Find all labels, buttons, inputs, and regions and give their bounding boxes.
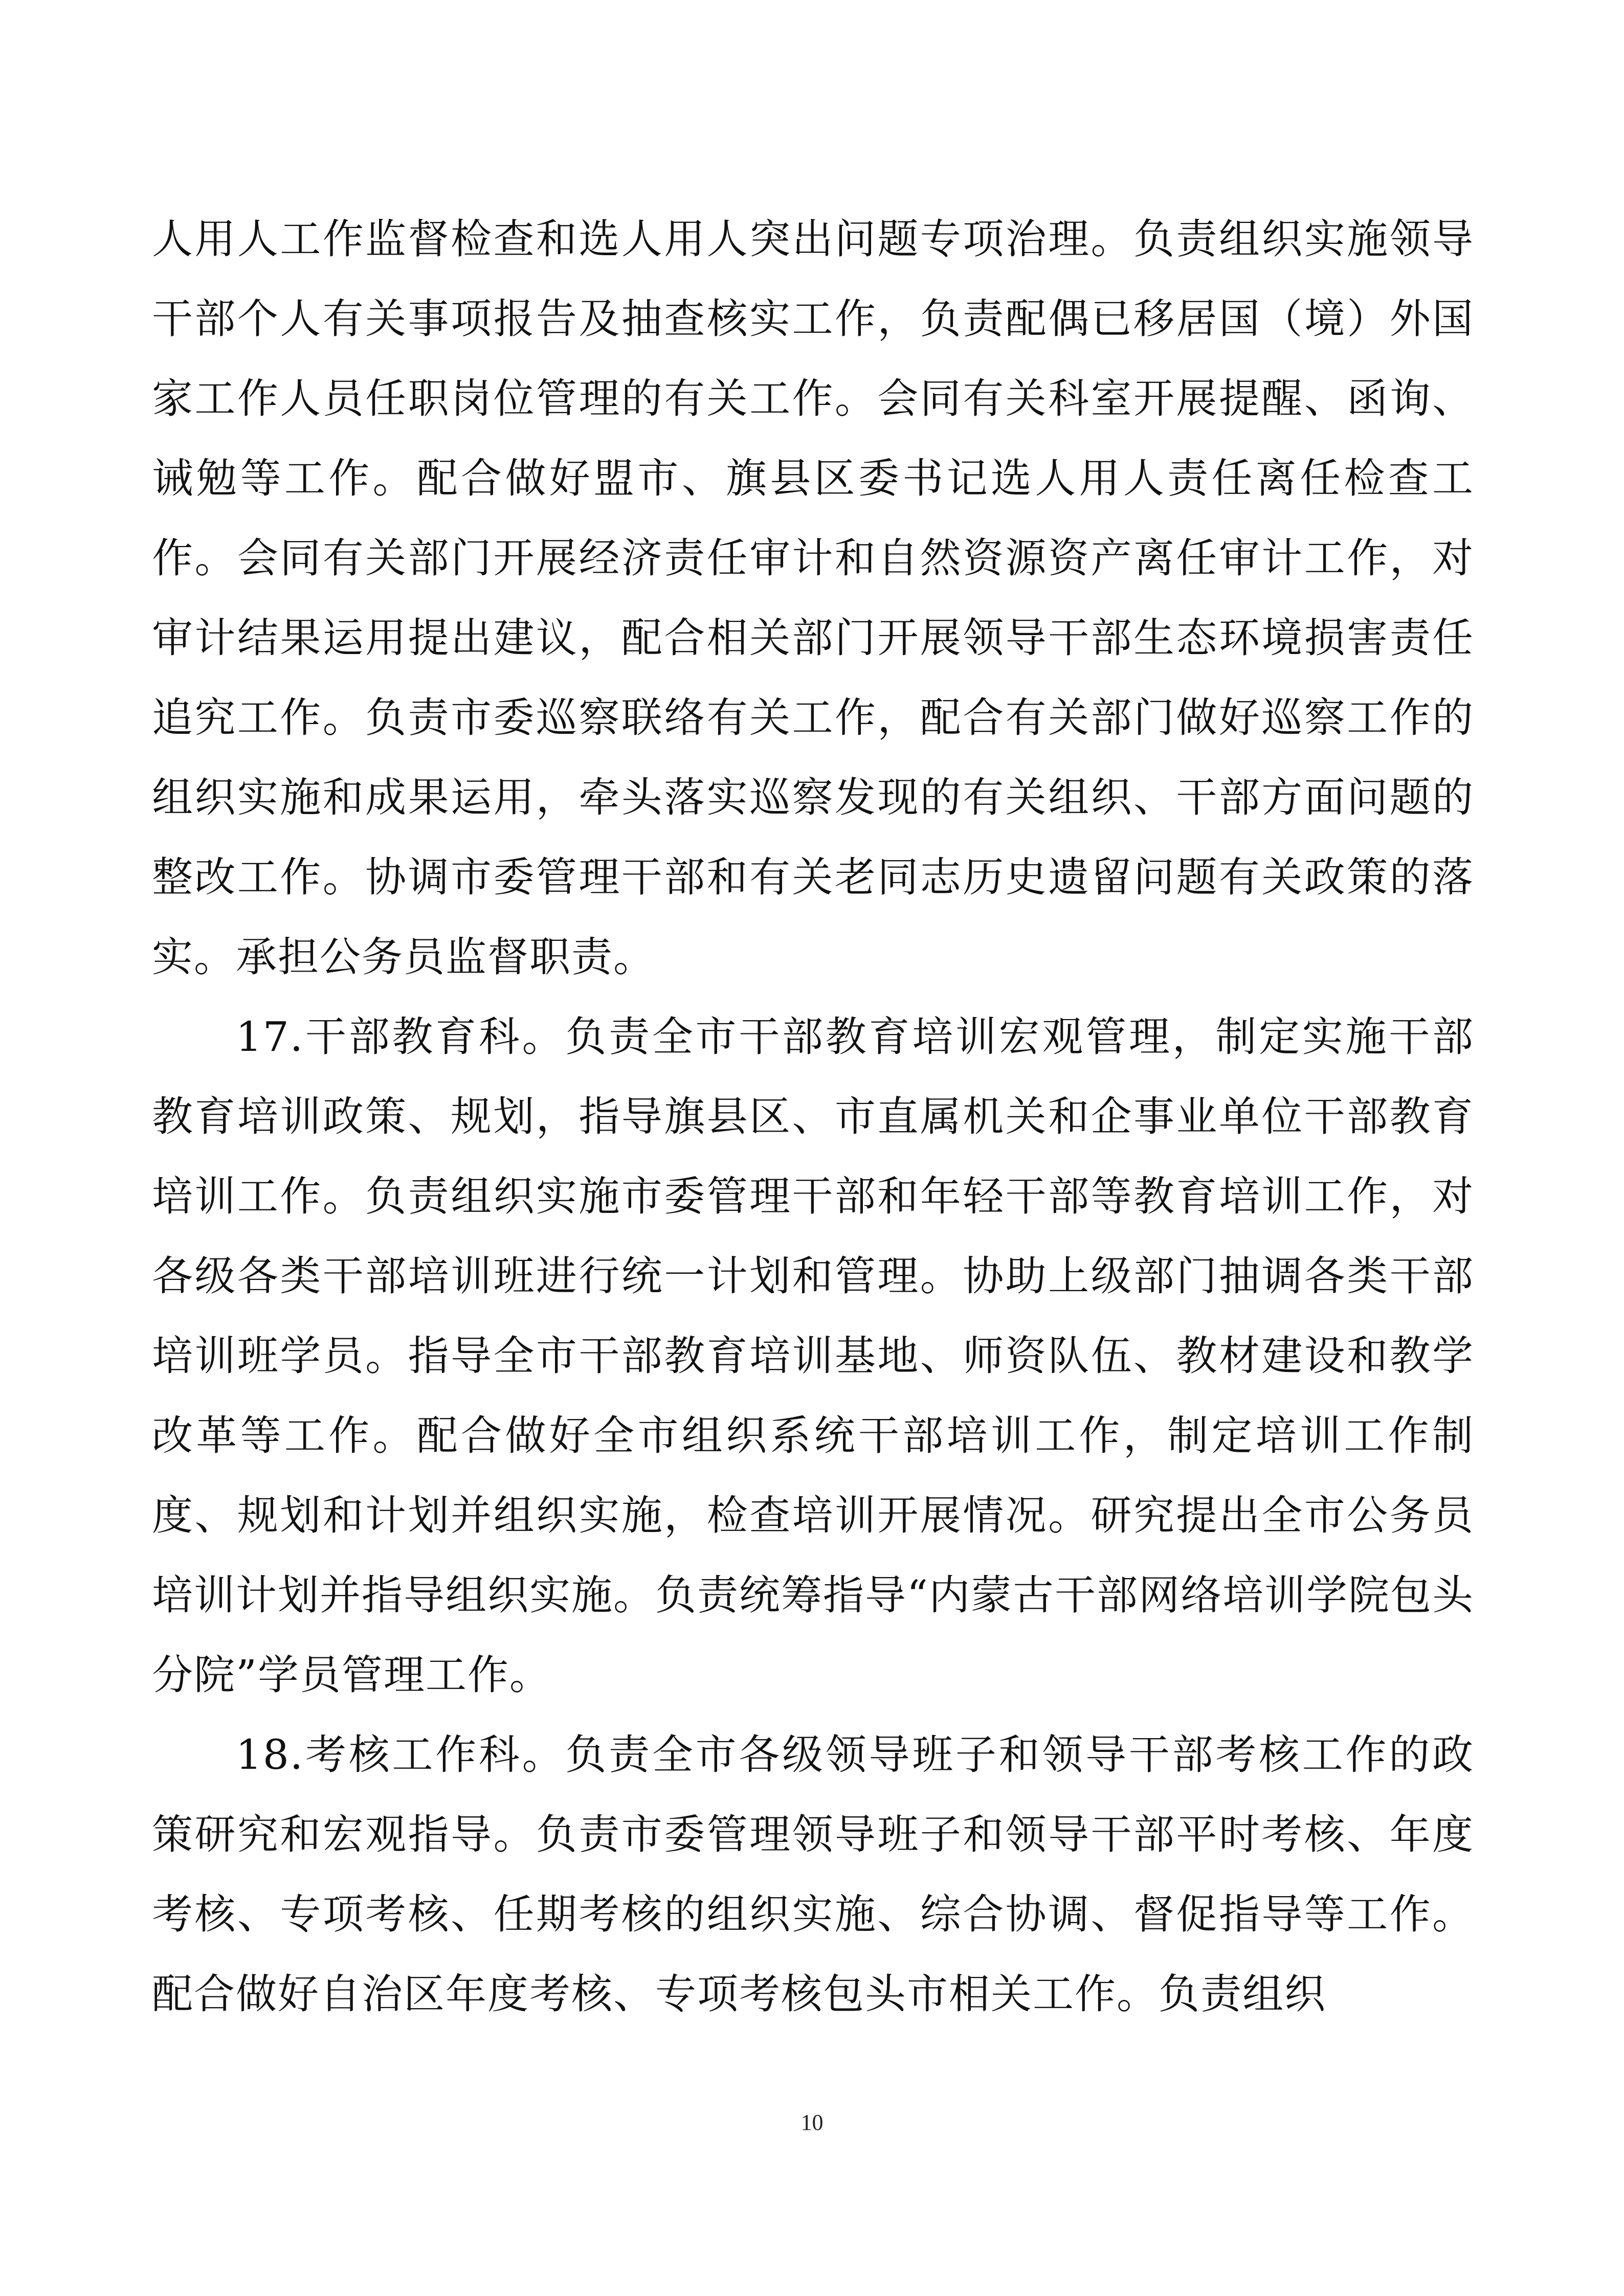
paragraph-section-18: 18.考核工作科。负责全市各级领导班子和领导干部考核工作的政策研究和宏观指导。负责市委管理领导班子和领导干部平时考核、年度考核、专项考核、任期考核的组织实施、综合协调、督促指导等工作。配合做好自治区年度考核、专项考核包头市相关工作。负责组织 xyxy=(152,1731,1474,2018)
paragraph-continuation: 人用人工作监督检查和选人用人突出问题专项治理。负责组织实施领导干部个人有关事项报告及抽查核实工作，负责配偶已移居国（境）外国家工作人员任职岗位管理的有关工作。会同有关科室开展提醒、函询、诫勉等工作。配合做好盟市、旗县区委书记选人用人责任离任检查工作。会同有关部门开展经济责任审计和自然资源资产离任审计工作，对审计结果运用提出建议，配合相关部门开展领导干部生态环境损害责任追究工作。负责市委巡察联络有关工作，配合有关部门做好巡察工作的组织实施和成果运用，牵头落实巡察发现的有关组织、干部方面问题的整改工作。协调市委管理干部和有关老同志历史遗留问题有关政策的落实。承担公务员监督职责。 xyxy=(152,215,1474,981)
body-text xyxy=(152,199,1474,2034)
page-number: 10 xyxy=(800,2110,824,2135)
paragraph-section-17: 17.干部教育科。负责全市干部教育培训宏观管理，制定实施干部教育培训政策、规划，指导旗县区、市直属机关和企事业单位干部教育培训工作。负责组织实施市委管理干部和年轻干部等教育培训工作，对各级各类干部培训班进行统一计划和管理。协助上级部门抽调各类干部培训班学员。指导全市干部教育培训基地、师资队伍、教材建设和教学改革等工作。配合做好全市组织系统干部培训工作，制定培训工作制度、规划和计划并组织实施，检查培训开展情况。研究提出全市公务员培训计划并指导组织实施。负责统筹指导“内蒙古干部网络培训学院包头分院”学员管理工作。 xyxy=(152,1013,1474,1699)
